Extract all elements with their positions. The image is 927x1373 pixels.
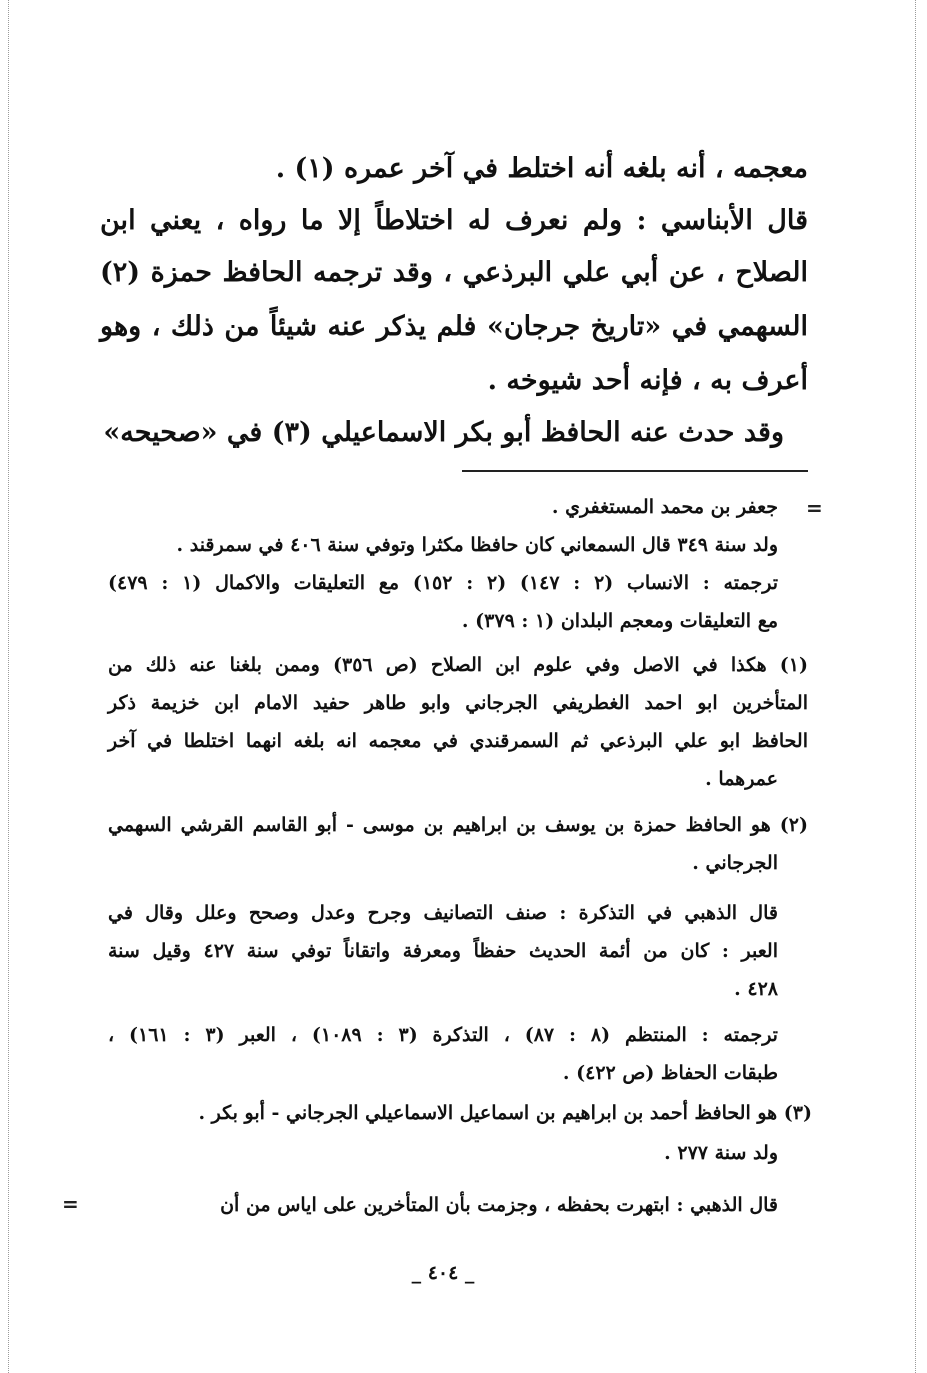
main-text-line: الصلاح ، عن أبي علي البرذعي ، وقد ترجمه الحافظ حمزة (٢) [100, 257, 808, 288]
continuation-mark-top: = [806, 496, 823, 520]
main-text-line: وقد حدث عنه الحافظ أبو بكر الاسماعيلي (٣) في «صحيحه» [103, 417, 784, 448]
footnote-line: مع التعليقات ومعجم البلدان (١ : ٣٧٩) . [461, 610, 778, 632]
left-scan-edge [8, 0, 9, 1373]
footnote-line: جعفر بن محمد المستغفري . [551, 496, 778, 518]
right-scan-edge [915, 0, 916, 1373]
footnote-line: عمرهما . [705, 768, 778, 790]
footnote-line: قال الذهبي في التذكرة : صنف التصانيف وجرح وعدل وصحح وعلل وقال في [108, 902, 778, 924]
page-number: _ ٤٠٤ _ [411, 1262, 475, 1284]
footnote-line: طبقات الحفاظ (ص ٤٢٢) . [562, 1062, 778, 1084]
main-text-line: السهمي في «تاريخ جرجان» فلم يذكر عنه شيئاً من ذلك ، وهو [100, 311, 808, 342]
footnote-line: العبر : كان من أئمة الحديث حفظاً ومعرفة واتقاناً توفي سنة ٤٢٧ وقيل سنة [108, 940, 778, 962]
footnote-line: قال الذهبي : ابتهرت بحفظه ، وجزمت بأن المتأخرين على اياس من أن [220, 1194, 778, 1216]
footnote-line: ولد سنة ٣٤٩ قال السمعاني كان حافظا مكثرا وتوفي سنة ٤٠٦ في سمرقند . [176, 534, 778, 556]
footnote-line: (٢) هو الحافظ حمزة بن يوسف بن ابراهيم بن موسى - أبو القاسم القرشي السهمي [108, 814, 808, 836]
footnote-separator-rule [462, 470, 808, 472]
footnote-line: الجرجاني . [692, 852, 778, 874]
main-text-line: معجمه ، أنه بلغه أنه اختلط في آخر عمره (١) . [275, 153, 808, 184]
continuation-mark-bottom: = [62, 1192, 79, 1216]
footnote-line: (٣) هو الحافظ أحمد بن ابراهيم بن اسماعيل الاسماعيلي الجرجاني - أبو بكر . [198, 1102, 812, 1124]
footnote-line: (١) هكذا في الاصل وفي علوم ابن الصلاح (ص ٣٥٦) وممن بلغنا عنه ذلك من [108, 654, 808, 676]
footnote-line: ترجمته : المنتظم (٨ : ٨٧) ، التذكرة (٣ : ١٠٨٩) ، العبر (٣ : ١٦١) ، [108, 1024, 778, 1046]
footnote-line: ترجمته : الانساب (٢ : ١٤٧) (٢ : ١٥٢) مع التعليقات والاكمال (١ : ٤٧٩) [108, 572, 778, 594]
main-text-line: أعرف به ، فإنه أحد شيوخه . [487, 365, 808, 396]
footnote-line: المتأخرين ابو احمد الغطريفي الجرجاني وابو طاهر حفيد الامام ابن خزيمة ذكر [108, 692, 808, 714]
footnote-line: ٤٢٨ . [734, 978, 778, 1000]
footnote-line: الحافظ ابو علي البرذعي ثم السمرقندي في معجمه انه بلغه انهما اختلطا في آخر [108, 730, 808, 752]
main-text-line: قال الأبناسي : ولم نعرف له اختلاطاً إلا ما رواه ، يعني ابن [100, 205, 808, 236]
footnote-line: ولد سنة ٢٧٧ . [664, 1142, 778, 1164]
